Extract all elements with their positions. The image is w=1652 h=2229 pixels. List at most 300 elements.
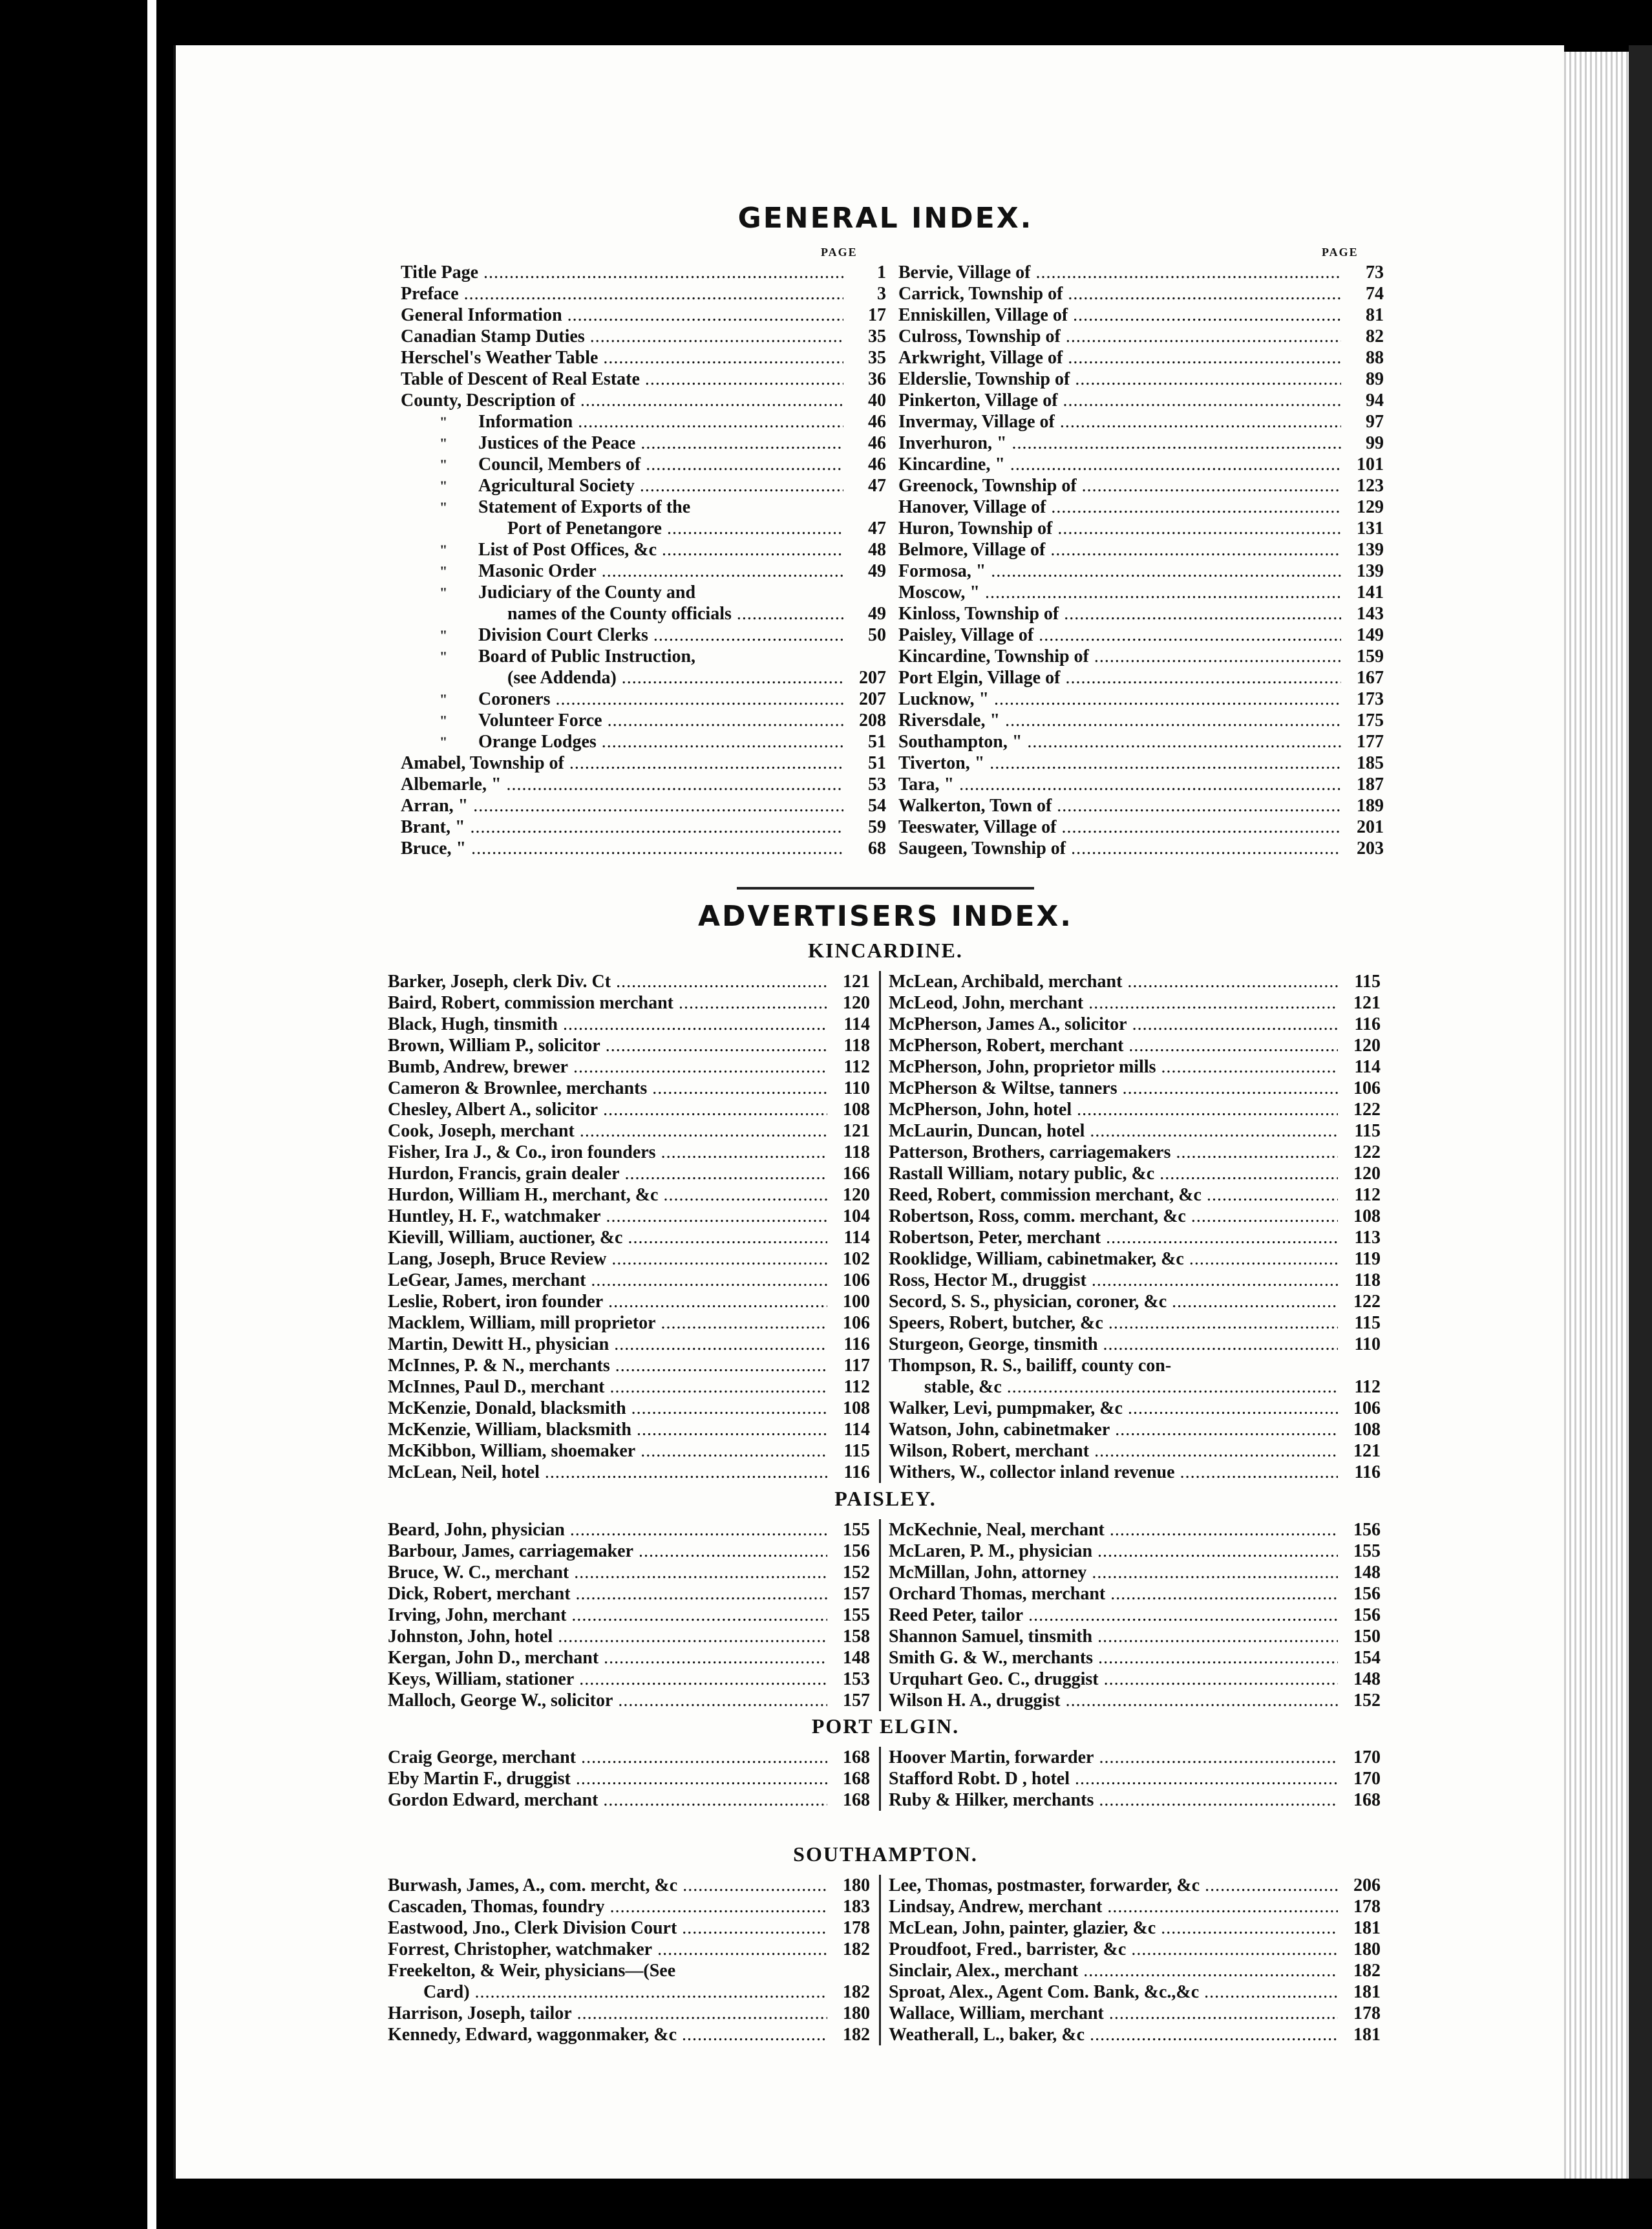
advertiser-entry [388, 1519, 873, 1541]
advertiser-entry [889, 2024, 1383, 2045]
advertiser-entry [388, 1583, 873, 1605]
entry-page-number: 50 [843, 624, 886, 646]
entry-text: Sinclair, Alex., merchant ..... [889, 1960, 1338, 1981]
entry-text: McLeod, John, merchant ..... [889, 992, 1338, 1014]
entry-page-number: 110 [827, 1078, 870, 1099]
general-index-entry [401, 283, 889, 304]
advertiser-entry [388, 2024, 873, 2045]
entry-page-number: 173 [1341, 688, 1384, 710]
entry-text: Irving, John, merchant ..... [388, 1605, 827, 1626]
entry-text: Kievill, William, auctioner, &c ..... [388, 1227, 827, 1248]
entry-text: Herschel's Weather Table ..... [401, 347, 843, 368]
entry-page-number: 115 [827, 1440, 870, 1462]
entry-text: Rooklidge, William, cabinetmaker, &c ..... [889, 1248, 1338, 1270]
entry-page-number: 168 [827, 1768, 870, 1789]
entry-page-number: 207 [843, 667, 886, 688]
entry-page-number: 139 [1341, 560, 1384, 582]
entry-text: Wallace, William, merchant ..... [889, 2003, 1338, 2024]
advertiser-entry [388, 1917, 873, 1939]
entry-page-number: 48 [843, 539, 886, 560]
entry-text: Kergan, John D., merchant ..... [388, 1647, 827, 1669]
entry-text: Port of Penetangore ..... [507, 518, 843, 539]
advertiser-entry [889, 1519, 1383, 1541]
entry-text: Formosa, " ..... [898, 560, 1341, 582]
advertiser-entry [889, 2003, 1383, 2024]
entry-text: McLaren, P. M., physician ..... [889, 1541, 1338, 1562]
entry-text: McLean, John, painter, glazier, &c ..... [889, 1917, 1338, 1939]
entry-text: Sproat, Alex., Agent Com. Bank, &c.,&c ..... [889, 1981, 1338, 2003]
entry-page-number: 51 [843, 752, 886, 774]
general-index-entry [898, 475, 1386, 496]
general-index-entry [401, 774, 889, 795]
entry-text: Secord, S. S., physician, coroner, &c ..... [889, 1291, 1338, 1312]
page-spine [147, 0, 156, 2229]
advertiser-entry [388, 1184, 873, 1206]
general-index-entry [401, 390, 889, 411]
ditto-mark: " [439, 435, 448, 451]
entry-text: Invermay, Village of ..... [898, 411, 1341, 432]
entry-text: Forrest, Christopher, watchmaker ..... [388, 1939, 827, 1960]
advertiser-entry [889, 1939, 1383, 1960]
entry-text: General Information ..... [401, 304, 843, 326]
entry-text: Brant, " ..... [401, 816, 843, 838]
entry-page-number: 156 [827, 1541, 870, 1562]
entry-text: Enniskillen, Village of ..... [898, 304, 1341, 326]
entry-page-number: 47 [843, 518, 886, 539]
entry-text: Walker, Levi, pumpmaker, &c ..... [889, 1398, 1338, 1419]
entry-text: Wilson, Robert, merchant ..... [889, 1440, 1338, 1462]
entry-page-number: 180 [827, 1875, 870, 1896]
entry-text: Beard, John, physician ..... [388, 1519, 827, 1541]
general-index-entry [898, 326, 1386, 347]
entry-text: McPherson, Robert, merchant ..... [889, 1035, 1338, 1056]
entry-page-number: 116 [827, 1334, 870, 1355]
advertiser-entry [388, 1376, 873, 1398]
entry-page-number: 120 [1338, 1163, 1381, 1184]
entry-page-number: 120 [1338, 1035, 1381, 1056]
general-index-entry [898, 795, 1386, 816]
entry-page-number: 157 [827, 1690, 870, 1711]
advertiser-entry [889, 1583, 1383, 1605]
advertiser-entry [388, 1960, 873, 1981]
column-divider [879, 971, 881, 1483]
advertiser-entry [889, 1014, 1383, 1035]
entry-page-number: 108 [1338, 1206, 1381, 1227]
entry-text: Reed Peter, tailor ..... [889, 1605, 1338, 1626]
entry-text: Hurdon, Francis, grain dealer ..... [388, 1163, 827, 1184]
entry-text: Orchard Thomas, merchant ..... [889, 1583, 1338, 1605]
general-index-entry [898, 646, 1386, 667]
entry-page-number: 159 [1341, 646, 1384, 667]
advertiser-entry [889, 1312, 1383, 1334]
column-divider [879, 1519, 881, 1711]
advertiser-entry [889, 1056, 1383, 1078]
advertisers-left-column [388, 1875, 873, 2045]
entry-page-number: 152 [827, 1562, 870, 1583]
entry-text: Kincardine, Township of ..... [898, 646, 1341, 667]
advertiser-entry [388, 1014, 873, 1035]
general-index-entry [898, 560, 1386, 582]
advertiser-entry [889, 1896, 1383, 1917]
entry-text: Shannon Samuel, tinsmith ..... [889, 1626, 1338, 1647]
advertiser-entry [388, 1896, 873, 1917]
general-index-entry [898, 603, 1386, 624]
entry-text: Inverhuron, " ..... [898, 432, 1341, 454]
entry-page-number: 46 [843, 454, 886, 475]
entry-text: Amabel, Township of ..... [401, 752, 843, 774]
entry-text: Malloch, George W., solicitor ..... [388, 1690, 827, 1711]
entry-page-number: 155 [827, 1519, 870, 1541]
entry-text: Hanover, Village of ..... [898, 496, 1341, 518]
advertiser-entry [388, 1099, 873, 1120]
entry-text: Cameron & Brownlee, merchants ..... [388, 1078, 827, 1099]
entry-page-number: 201 [1341, 816, 1384, 838]
entry-text: Council, Members of ..... [478, 454, 843, 475]
entry-text: Proudfoot, Fred., barrister, &c ..... [889, 1939, 1338, 1960]
entry-text: Volunteer Force ..... [478, 710, 843, 731]
entry-text: Rastall William, notary public, &c ..... [889, 1163, 1338, 1184]
advertiser-entry [388, 1312, 873, 1334]
entry-page-number: 108 [1338, 1419, 1381, 1440]
entry-text: Culross, Township of ..... [898, 326, 1341, 347]
entry-page-number: 120 [827, 1184, 870, 1206]
advertiser-entry [889, 1184, 1383, 1206]
general-index-entry [898, 688, 1386, 710]
advertiser-entry [388, 1270, 873, 1291]
entry-page-number: 170 [1338, 1768, 1381, 1789]
advertiser-entry [889, 1690, 1383, 1711]
advertiser-entry [889, 1142, 1383, 1163]
entry-page-number: 112 [827, 1376, 870, 1398]
entry-text: Ruby & Hilker, merchants ..... [889, 1789, 1338, 1811]
entry-text: (see Addenda) ..... [507, 667, 843, 688]
entry-text: Hoover Martin, forwarder ..... [889, 1747, 1338, 1768]
entry-text: Martin, Dewitt H., physician ..... [388, 1334, 827, 1355]
advertiser-entry [889, 1669, 1383, 1690]
entry-page-number: 152 [1338, 1690, 1381, 1711]
entry-page-number: 118 [827, 1035, 870, 1056]
entry-page-number: 116 [1338, 1014, 1381, 1035]
entry-page-number: 118 [827, 1142, 870, 1163]
ditto-mark: " [439, 542, 448, 558]
entry-page-number: 122 [1338, 1291, 1381, 1312]
entry-page-number: 148 [1338, 1562, 1381, 1583]
advertisers-right-column [889, 1875, 1383, 2045]
advertiser-entry [388, 1562, 873, 1583]
entry-text: Freekelton, & Weir, physicians—(See [388, 1961, 676, 1981]
entry-text: Division Court Clerks ..... [478, 624, 843, 646]
advertiser-entry [889, 1035, 1383, 1056]
entry-text: Ross, Hector M., druggist ..... [889, 1270, 1338, 1291]
entry-page-number: 150 [1338, 1626, 1381, 1647]
advertisers-right-column [889, 1519, 1383, 1711]
entry-page-number: 47 [843, 475, 886, 496]
entry-page-number: 141 [1341, 582, 1384, 603]
entry-text: McPherson & Wiltse, tanners ..... [889, 1078, 1338, 1099]
general-index-entry [898, 454, 1386, 475]
entry-text: Port Elgin, Village of ..... [898, 667, 1341, 688]
entry-page-number: 148 [1338, 1669, 1381, 1690]
entry-text: Masonic Order ..... [478, 560, 843, 582]
advertiser-entry [388, 1291, 873, 1312]
entry-text: Orange Lodges ..... [478, 731, 843, 752]
general-index-entry [401, 624, 889, 646]
general-index-entry [898, 710, 1386, 731]
entry-page-number: 187 [1341, 774, 1384, 795]
entry-page-number: 113 [1338, 1227, 1381, 1248]
entry-page-number: 117 [827, 1355, 870, 1376]
entry-text: Elderslie, Township of ..... [898, 368, 1341, 390]
entry-page-number: 149 [1341, 624, 1384, 646]
advertisers-right-column [889, 971, 1383, 1483]
general-index-entry [401, 560, 889, 582]
entry-page-number: 123 [1341, 475, 1384, 496]
entry-text: Wilson H. A., druggist ..... [889, 1690, 1338, 1711]
advertiser-entry [889, 1334, 1383, 1355]
entry-page-number: 129 [1341, 496, 1384, 518]
entry-text: Stafford Robt. D , hotel ..... [889, 1768, 1338, 1789]
entry-page-number: 112 [827, 1056, 870, 1078]
entry-text: Board of Public Instruction, [478, 646, 696, 667]
entry-text: McKibbon, William, shoemaker ..... [388, 1440, 827, 1462]
entry-page-number: 114 [1338, 1056, 1381, 1078]
general-index-entry [401, 731, 889, 752]
entry-page-number: 166 [827, 1163, 870, 1184]
entry-text: Withers, W., collector inland revenue ..... [889, 1462, 1338, 1483]
entry-page-number: 73 [1341, 262, 1384, 283]
entry-page-number: 97 [1341, 411, 1384, 432]
advertiser-entry [889, 1163, 1383, 1184]
entry-text: Riversdale, " ..... [898, 710, 1341, 731]
page-stack-edge [1564, 52, 1629, 2179]
entry-page-number: 168 [827, 1789, 870, 1811]
entry-page-number: 157 [827, 1583, 870, 1605]
advertiser-entry [388, 1626, 873, 1647]
entry-text: Smith G. & W., merchants ..... [889, 1647, 1338, 1669]
entry-page-number: 206 [1338, 1875, 1381, 1896]
general-index-entry [898, 731, 1386, 752]
advertiser-entry [889, 1099, 1383, 1120]
entry-text: Bruce, " ..... [401, 838, 843, 859]
entry-page-number: 3 [843, 283, 886, 304]
advertisers-left-column [388, 1519, 873, 1711]
entry-page-number: 74 [1341, 283, 1384, 304]
entry-page-number: 112 [1338, 1184, 1381, 1206]
entry-text: Eby Martin F., druggist ..... [388, 1768, 827, 1789]
entry-page-number: 155 [1338, 1541, 1381, 1562]
entry-page-number: 106 [827, 1312, 870, 1334]
entry-text: Judiciary of the County and [478, 582, 696, 603]
general-index-entry [401, 304, 889, 326]
general-index-entry [401, 518, 889, 539]
entry-text: Watson, John, cabinetmaker ..... [889, 1419, 1338, 1440]
entry-text: Lindsay, Andrew, merchant ..... [889, 1896, 1338, 1917]
entry-text: Patterson, Brothers, carriagemakers ..... [889, 1142, 1338, 1163]
advertiser-entry [388, 1227, 873, 1248]
entry-page-number: 121 [827, 971, 870, 992]
entry-text: Craig George, merchant ..... [388, 1747, 827, 1768]
advertisers-right-column [889, 1747, 1383, 1811]
entry-page-number: 122 [1338, 1142, 1381, 1163]
entry-text: Dick, Robert, merchant ..... [388, 1583, 827, 1605]
advertiser-entry [388, 2003, 873, 2024]
entry-page-number: 102 [827, 1248, 870, 1270]
town-heading: PAISLEY. [834, 1487, 937, 1510]
advertiser-entry [889, 1376, 1383, 1398]
advertiser-entry [388, 1690, 873, 1711]
general-index-entry [401, 646, 889, 667]
entry-text: Title Page ..... [401, 262, 843, 283]
entry-page-number: 106 [827, 1270, 870, 1291]
general-index-entry [898, 496, 1386, 518]
advertiser-entry [889, 992, 1383, 1014]
entry-text: Canadian Stamp Duties ..... [401, 326, 843, 347]
general-index-entry [401, 838, 889, 859]
general-index-entry [401, 475, 889, 496]
entry-text: Cook, Joseph, merchant ..... [388, 1120, 827, 1142]
advertiser-entry [388, 1163, 873, 1184]
entry-page-number: 101 [1341, 454, 1384, 475]
ditto-mark: " [439, 414, 448, 430]
column-divider [879, 1747, 881, 1811]
general-index-entry [898, 774, 1386, 795]
entry-page-number: 168 [1338, 1789, 1381, 1811]
entry-page-number: 121 [1338, 1440, 1381, 1462]
entry-page-number: 143 [1341, 603, 1384, 624]
entry-page-number: 181 [1338, 1981, 1381, 2003]
general-index-entry [898, 624, 1386, 646]
general-index-entry [898, 539, 1386, 560]
entry-page-number: 82 [1341, 326, 1384, 347]
general-index-entry [898, 752, 1386, 774]
advertiser-entry [388, 1747, 873, 1768]
entry-text: Teeswater, Village of ..... [898, 816, 1341, 838]
general-index-entry [401, 496, 889, 518]
advertiser-entry [388, 1981, 873, 2003]
entry-text: Arran, " ..... [401, 795, 843, 816]
entry-text: Albemarle, " ..... [401, 774, 843, 795]
entry-text: Statement of Exports of the [478, 497, 691, 517]
entry-text: Huron, Township of ..... [898, 518, 1341, 539]
entry-text: Barker, Joseph, clerk Div. Ct ..... [388, 971, 827, 992]
entry-page-number: 46 [843, 432, 886, 454]
entry-page-number: 110 [1338, 1334, 1381, 1355]
general-index-entry [401, 688, 889, 710]
entry-text: McMillan, John, attorney ..... [889, 1562, 1338, 1583]
entry-page-number: 112 [1338, 1376, 1381, 1398]
entry-page-number: 35 [843, 347, 886, 368]
entry-text: names of the County officials ..... [507, 603, 843, 624]
general-index-entry [401, 795, 889, 816]
entry-text: Sturgeon, George, tinsmith ..... [889, 1334, 1338, 1355]
advertiser-entry [388, 1462, 873, 1483]
entry-page-number: 51 [843, 731, 886, 752]
general-index-right-column [898, 262, 1386, 859]
entry-text: Urquhart Geo. C., druggist ..... [889, 1669, 1338, 1690]
advertiser-entry [889, 1248, 1383, 1270]
entry-page-number: 115 [1338, 971, 1381, 992]
ditto-mark: " [439, 456, 448, 473]
entry-page-number: 46 [843, 411, 886, 432]
entry-text: Fisher, Ira J., & Co., iron founders ..... [388, 1142, 827, 1163]
entry-page-number: 35 [843, 326, 886, 347]
entry-page-number: 53 [843, 774, 886, 795]
entry-page-number: 154 [1338, 1647, 1381, 1669]
entry-page-number: 68 [843, 838, 886, 859]
entry-text: Justices of the Peace ..... [478, 432, 843, 454]
entry-page-number: 116 [827, 1462, 870, 1483]
entry-text: McKenzie, William, blacksmith ..... [388, 1419, 827, 1440]
general-index-entry [401, 667, 889, 688]
town-heading: PORT ELGIN. [811, 1714, 960, 1738]
entry-page-number: 181 [1338, 2024, 1381, 2045]
entry-text: Black, Hugh, tinsmith ..... [388, 1014, 827, 1035]
entry-text: McInnes, Paul D., merchant ..... [388, 1376, 827, 1398]
general-index-entry [401, 582, 889, 603]
entry-page-number: 182 [827, 2024, 870, 2045]
entry-text: Barbour, James, carriagemaker ..... [388, 1541, 827, 1562]
entry-text: Kinloss, Township of ..... [898, 603, 1341, 624]
background-edge [1629, 45, 1652, 2179]
entry-page-number: 36 [843, 368, 886, 390]
entry-page-number: 189 [1341, 795, 1384, 816]
entry-text: Lang, Joseph, Bruce Review ..... [388, 1248, 827, 1270]
entry-page-number: 180 [827, 2003, 870, 2024]
advertiser-entry [889, 1398, 1383, 1419]
entry-text: McPherson, James A., solicitor ..... [889, 1014, 1338, 1035]
entry-text: Bumb, Andrew, brewer ..... [388, 1056, 827, 1078]
entry-text: McPherson, John, hotel ..... [889, 1099, 1338, 1120]
advertiser-entry [889, 1206, 1383, 1227]
entry-page-number: 121 [1338, 992, 1381, 1014]
entry-page-number: 167 [1341, 667, 1384, 688]
entry-text: Hurdon, William H., merchant, &c ..... [388, 1184, 827, 1206]
advertisers-left-column [388, 1747, 873, 1811]
general-index-entry [898, 368, 1386, 390]
general-index-entry [898, 816, 1386, 838]
entry-page-number: 156 [1338, 1583, 1381, 1605]
advertiser-entry [388, 1768, 873, 1789]
entry-page-number: 168 [827, 1747, 870, 1768]
advertiser-entry [388, 1142, 873, 1163]
entry-page-number: 114 [827, 1419, 870, 1440]
advertiser-entry [889, 1291, 1383, 1312]
entry-text: List of Post Offices, &c ..... [478, 539, 843, 560]
general-index-entry [898, 347, 1386, 368]
advertiser-entry [889, 1875, 1383, 1896]
entry-text: Information ..... [478, 411, 843, 432]
advertiser-entry [388, 1206, 873, 1227]
advertiser-entry [889, 1562, 1383, 1583]
entry-page-number: 180 [1338, 1939, 1381, 1960]
advertiser-entry [889, 1270, 1383, 1291]
general-page-label-right: PAGE [1322, 246, 1359, 259]
entry-text: Chesley, Albert A., solicitor ..... [388, 1099, 827, 1120]
entry-page-number: 175 [1341, 710, 1384, 731]
entry-page-number: 17 [843, 304, 886, 326]
entry-page-number: 177 [1341, 731, 1384, 752]
entry-text: Gordon Edward, merchant ..... [388, 1789, 827, 1811]
advertiser-entry [889, 1541, 1383, 1562]
entry-page-number: 181 [1338, 1917, 1381, 1939]
general-index-entry [898, 518, 1386, 539]
advertiser-entry [388, 1789, 873, 1811]
entry-text: McLean, Neil, hotel ..... [388, 1462, 827, 1483]
advertiser-entry [388, 1248, 873, 1270]
entry-text: McLaurin, Duncan, hotel ..... [889, 1120, 1338, 1142]
advertiser-entry [388, 1647, 873, 1669]
entry-text: Reed, Robert, commission merchant, &c ..... [889, 1184, 1338, 1206]
